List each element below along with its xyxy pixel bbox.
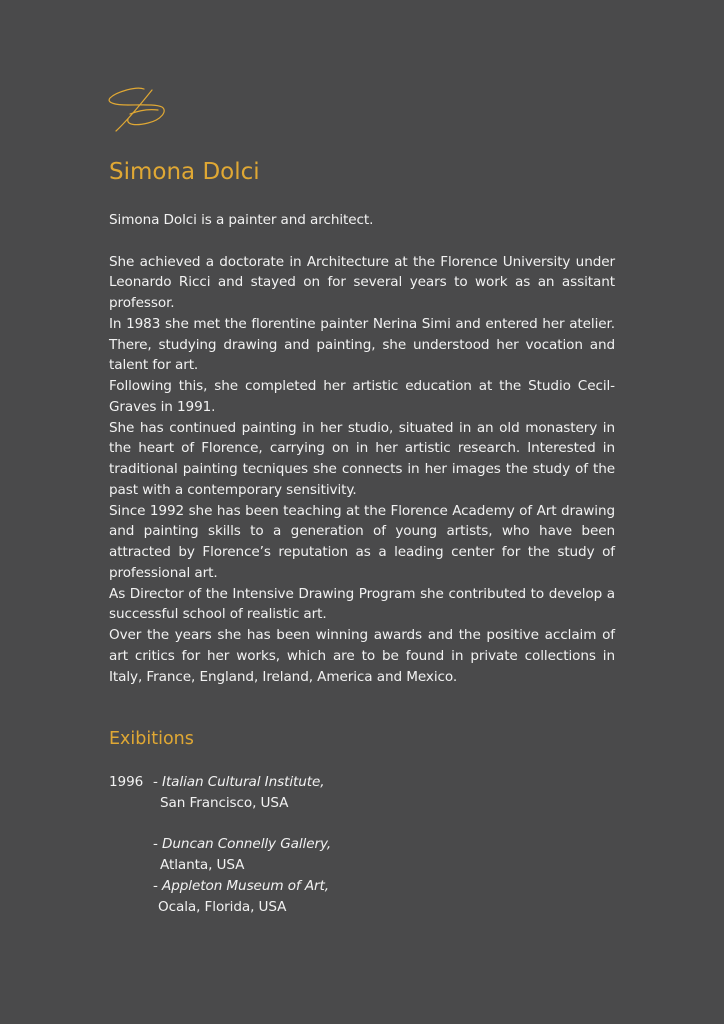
signature-monogram-icon	[106, 86, 170, 134]
exhibition-venue-line	[153, 834, 331, 855]
exhibition-place: San Francisco, USA	[160, 794, 289, 811]
exhibitions-heading: Exibitions	[109, 729, 194, 749]
exhibition-venue-row	[109, 772, 609, 793]
bio-paragraph: In 1983 she met the florentine painter Nerina Simi and entered her atelier. There, studying drawing and painting, she understood her vocation and talent for art.	[109, 315, 615, 374]
bio-intro: Simona Dolci is a painter and architect.	[109, 212, 374, 228]
bio-paragraph: As Director of the Intensive Drawing Program she contributed to develop a successful school of realistic art.	[109, 585, 615, 623]
list-dash: -	[153, 774, 158, 790]
bio-paragraph: Over the years she has been winning awards and the positive acclaim of art critics for her works, which are to be found in private collections in Italy, France, England, Ireland, America and Mexico.	[109, 627, 615, 685]
exhibition-venue: Italian Cultural Institute,	[162, 774, 325, 790]
bio-paragraph: She has continued painting in her studio, situated in an old monastery in the heart of Florence, carrying on in her artistic research. Interested in traditional painting tecniques she connects in her images the study of the past with a contemporary sensitivity.	[109, 419, 615, 498]
exhibition-year: 1996	[109, 774, 144, 790]
exhibition-place: Atlanta, USA	[160, 857, 245, 873]
list-dash: -	[153, 877, 158, 894]
exhibition-venue-row	[109, 834, 609, 855]
exhibition-venue-line	[153, 876, 329, 897]
exhibition-venue: Appleton Museum of Art,	[162, 877, 329, 894]
bio-paragraph: She achieved a doctorate in Architecture at the Florence University under Leonardo Ricci and stayed on for several years to work as an assitant professor.	[109, 253, 615, 311]
exhibition-place-row	[109, 793, 609, 814]
biography-text	[109, 210, 615, 687]
bio-paragraph: Since 1992 she has been teaching at the Florence Academy of Art drawing and painting skills to a generation of young artists, who have been attracted by Florence’s reputation as a leading center for the study of professional art.	[109, 502, 615, 581]
exhibition-venue-row	[109, 876, 609, 897]
exhibition-place-row	[109, 897, 609, 918]
page-title: Simona Dolci	[109, 159, 260, 185]
exhibition-place: Ocala, Florida, USA	[158, 898, 287, 915]
exhibition-place-row	[109, 855, 609, 876]
list-spacer	[109, 814, 609, 835]
list-dash: -	[153, 836, 158, 853]
exhibition-venue: Duncan Connelly Gallery,	[162, 836, 332, 853]
exhibitions-list	[109, 772, 609, 917]
bio-paragraph: Following this, she completed her artistic education at the Studio Cecil-Graves in 1991.	[109, 378, 615, 415]
exhibition-venue-line	[153, 772, 324, 793]
